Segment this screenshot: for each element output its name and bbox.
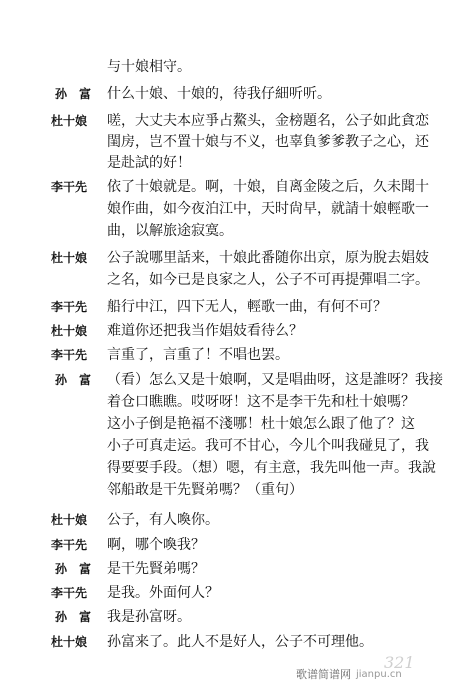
speaker-label: 杜十娘 [51, 251, 88, 265]
speaker-label: 孙 富 [55, 562, 92, 576]
script-line: 难道你还把我当作娼妓看待么？ [107, 323, 303, 339]
speaker-label: 李干先 [51, 348, 88, 362]
page-number: 321 [384, 653, 415, 672]
speaker-label: 杜十娘 [51, 635, 88, 649]
script-line: 閨房，岂不置十娘与不义，也辜負爹爹教子之心，还 [107, 134, 429, 150]
script-line: 娘作曲，如今夜泊江中，天时尙早，就請十娘輕歌一 [107, 201, 429, 217]
speaker-label: 李干先 [51, 180, 88, 194]
speaker-label: 李干先 [51, 538, 88, 552]
script-line: 我是孙富呀。 [107, 609, 191, 625]
script-line: 之名，如今已是良家之人，公子不可再提彈唱二字。 [107, 272, 429, 288]
script-line: 船行中江，四下无人，輕歌一曲，有何不可？ [107, 299, 387, 315]
script-line: 什么十娘、十娘的，待我仔細听听。 [107, 86, 331, 102]
script-line: 与十娘相守。 [107, 59, 191, 75]
script-line: 孙富来了。此人不是好人，公子不可理他。 [107, 634, 373, 650]
script-line: 公子說哪里話来，十娘此番随你出京，原为脫去娼妓 [107, 250, 429, 266]
script-line: 是干先賢弟嗎？ [107, 561, 205, 577]
script-line: 邻船敢是干先賢弟嗎？（重句） [107, 482, 303, 498]
script-line: 得要要手段。（想）嗯，有主意，我先叫他一声。我說 [107, 460, 436, 476]
script-line: 嗟，大丈夫本应爭占鰲头，金榜題名，公子如此貪恋 [107, 113, 429, 129]
watermark-site-name: 歌谱简谱网 [296, 668, 351, 681]
script-line: 言重了，言重了！不唱也罢。 [107, 347, 289, 363]
speaker-label: 孙 富 [55, 373, 92, 387]
script-line: 这小子倒是艳福不淺哪！杜十娘怎么跟了他了？这 [107, 416, 415, 432]
script-line: 是我。外面何人？ [107, 585, 219, 601]
script-line: 曲，以解旅途寂寞。 [107, 223, 233, 239]
speaker-label: 孙 富 [55, 610, 92, 624]
speaker-label: 李干先 [51, 586, 88, 600]
script-line: 是赴試的好！ [107, 155, 191, 171]
script-line: 小子可真走运。我可不甘心，今儿个叫我碰見了，我 [107, 438, 429, 454]
speaker-label: 孙 富 [55, 87, 92, 101]
script-line: （看）怎么又是十娘啊，又是唱曲呀，这是誰呀？我接 [107, 372, 443, 388]
script-line: 公子，有人喚你。 [107, 512, 219, 528]
script-line: 啊，哪个喚我？ [107, 537, 205, 553]
script-line: 依了十娘就是。啊，十娘，自离金陵之后，久未聞十 [107, 179, 429, 195]
speaker-label: 杜十娘 [51, 324, 88, 338]
watermark-site-url[interactable]: jianpu.cn [356, 669, 402, 680]
script-line: 着仓口瞧瞧。哎呀呀！这不是李干先和杜十娘嗎？ [107, 394, 415, 410]
speaker-label: 杜十娘 [51, 114, 88, 128]
speaker-label: 李干先 [51, 300, 88, 314]
speaker-label: 杜十娘 [51, 513, 88, 527]
